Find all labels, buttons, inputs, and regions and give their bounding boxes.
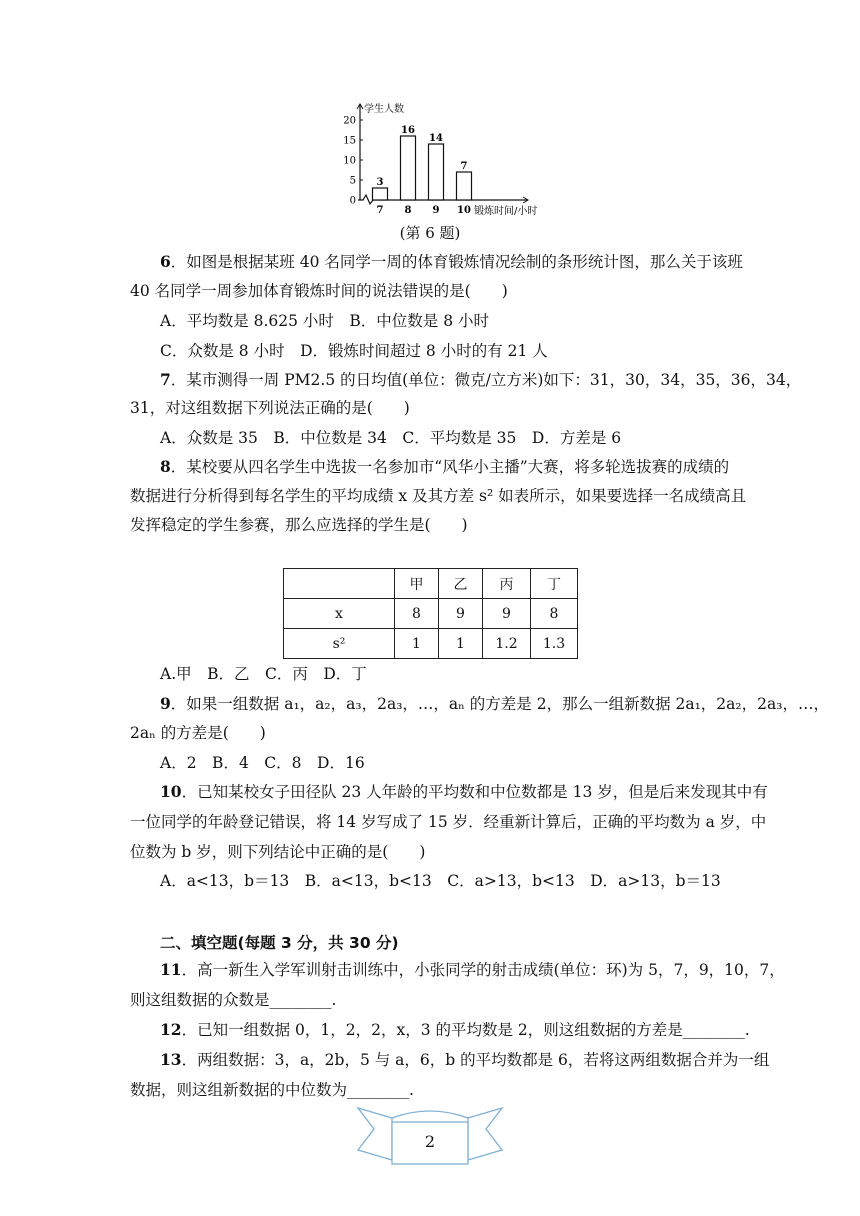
table-cell: 1.2 xyxy=(483,629,531,659)
table-row xyxy=(284,629,578,659)
table-cell: 乙 xyxy=(439,569,483,599)
x-tick-label: 7 xyxy=(376,205,384,216)
q13-number: 13 xyxy=(160,1050,182,1069)
bar xyxy=(429,144,444,200)
q7-options: A．众数是 35 B．中位数是 34 C．平均数是 35 D．方差是 6 xyxy=(160,429,622,447)
bar xyxy=(373,188,388,200)
q7-line1 xyxy=(160,370,802,390)
q11-number: 11 xyxy=(160,960,182,979)
bar-value-label: 16 xyxy=(401,125,415,136)
section-heading: 二、填空题(每题 3 分，共 30 分) xyxy=(160,934,399,952)
q12-text1: ．已知一组数据 0，1，2，2，x，3 的平均数是 2，则这组数据的方差是________. xyxy=(181,1021,750,1039)
q10-text1: ．已知某校女子田径队 23 人年龄的平均数和中位数都是 13 岁，但是后来发现其中有 xyxy=(181,783,768,801)
q6-number: 6 xyxy=(160,252,171,271)
q7-number: 7 xyxy=(160,370,171,389)
bar-chart xyxy=(320,96,560,221)
table-cell: 9 xyxy=(483,599,531,629)
table-cell: x xyxy=(284,599,395,629)
q13-line2: 数据，则这组新数据的中位数为________. xyxy=(130,1081,414,1099)
q10-options: A．a<13，b＝13 B．a<13，b<13 C．a>13，b<13 D．a>13，b＝13 xyxy=(160,872,721,890)
y-tick-label: 20 xyxy=(343,115,356,127)
y-tick-label: 15 xyxy=(343,135,356,147)
bar xyxy=(401,136,416,200)
q11-text1: ．高一新生入学军训射击训练中，小张同学的射击成绩(单位：环)为 5，7，9，10，7， xyxy=(181,961,785,979)
q11-line1 xyxy=(160,960,785,980)
q6-options-ab: A．平均数是 8.625 小时 B．中位数是 8 小时 xyxy=(160,312,490,330)
table-cell: 9 xyxy=(439,599,483,629)
bar-value-label: 3 xyxy=(376,177,384,188)
q6-line2: 40 名同学一周参加体育锻炼时间的说法错误的是( ) xyxy=(130,282,508,300)
x-axis-label: 锻炼时间/小时 xyxy=(474,206,538,217)
q10-line3: 位数为 b 岁，则下列结论中正确的是( ) xyxy=(130,843,426,861)
q6-text1: ．如图是根据某班 40 名同学一周的体育锻炼情况绘制的条形统计图，那么关于该班 xyxy=(170,253,743,271)
bar-value-label: 7 xyxy=(460,161,468,172)
table-cell: 1 xyxy=(395,629,439,659)
q9-text1: ．如果一组数据 a₁，a₂，a₃，2a₃，…，aₙ 的方差是 2，那么一组新数据 2a₁，2a₂，2a₃，…， xyxy=(170,695,829,713)
q9-line2: 2aₙ 的方差是( ) xyxy=(130,724,266,742)
q10-number: 10 xyxy=(160,782,182,801)
table-cell: 丙 xyxy=(483,569,531,599)
y-tick-label: 10 xyxy=(343,155,356,167)
table-cell: 1.3 xyxy=(531,629,578,659)
q6-line1 xyxy=(160,252,770,272)
q12-number: 12 xyxy=(160,1020,182,1039)
bar xyxy=(457,172,472,200)
q8-table xyxy=(283,568,578,659)
table-cell: 丁 xyxy=(531,569,578,599)
page-number: 2 xyxy=(424,1132,436,1151)
q8-options: A.甲 B．乙 C．丙 D．丁 xyxy=(160,665,367,683)
x-tick-label: 10 xyxy=(457,205,471,216)
x-tick-label: 8 xyxy=(404,205,412,216)
table-cell: 8 xyxy=(395,599,439,629)
figure-caption: (第 6 题) xyxy=(399,224,461,242)
q7-text1: ．某市测得一周 PM2.5 的日均值(单位：微克/立方米)如下：31，30，34，35，36，34， xyxy=(170,371,802,389)
q9-line1 xyxy=(160,694,829,714)
q12-line1 xyxy=(160,1020,770,1040)
table-row xyxy=(284,599,578,629)
q9-number: 9 xyxy=(160,694,171,713)
table-cell: 1 xyxy=(439,629,483,659)
q13-line1 xyxy=(160,1050,770,1070)
q13-text1: ．两组数据：3，a，2b，5 与 a，6，b 的平均数都是 6，若将这两组数据合并为一组 xyxy=(181,1051,770,1069)
q8-number: 8 xyxy=(160,457,171,476)
table-cell: s² xyxy=(284,629,395,659)
q6-options-cd: C．众数是 8 小时 D．锻炼时间超过 8 小时的有 21 人 xyxy=(160,342,548,360)
y-axis-label: 学生人数 xyxy=(364,104,404,115)
q7-line2: 31，对这组数据下列说法正确的是( ) xyxy=(130,399,410,417)
bar-value-label: 14 xyxy=(429,133,443,144)
x-tick-label: 9 xyxy=(432,205,440,216)
q8-line2: 数据进行分析得到每名学生的平均成绩 x 及其方差 s² 如表所示，如果要选择一名成绩高且 xyxy=(130,487,747,505)
q9-options: A．2 B．4 C．8 D．16 xyxy=(160,754,365,772)
bar-chart-svg xyxy=(320,96,560,221)
q10-line1 xyxy=(160,782,770,802)
table-cell: 甲 xyxy=(395,569,439,599)
q8-text1: ．某校要从四名学生中选拔一名参加市“风华小主播”大赛，将多轮选拔赛的成绩的 xyxy=(170,458,730,476)
table-cell xyxy=(284,569,395,599)
table-cell: 8 xyxy=(531,599,578,629)
q8-line3: 发挥稳定的学生参赛，那么应选择的学生是( ) xyxy=(130,516,468,534)
q11-line2: 则这组数据的众数是________. xyxy=(130,991,337,1009)
y-tick-label: 5 xyxy=(349,175,356,187)
q10-line2: 一位同学的年龄登记错误，将 14 岁写成了 15 岁．经重新计算后，正确的平均数为 a 岁，中 xyxy=(130,813,767,831)
q8-line1 xyxy=(160,457,770,477)
y-tick-label: 0 xyxy=(349,195,356,207)
table-row xyxy=(284,569,578,599)
